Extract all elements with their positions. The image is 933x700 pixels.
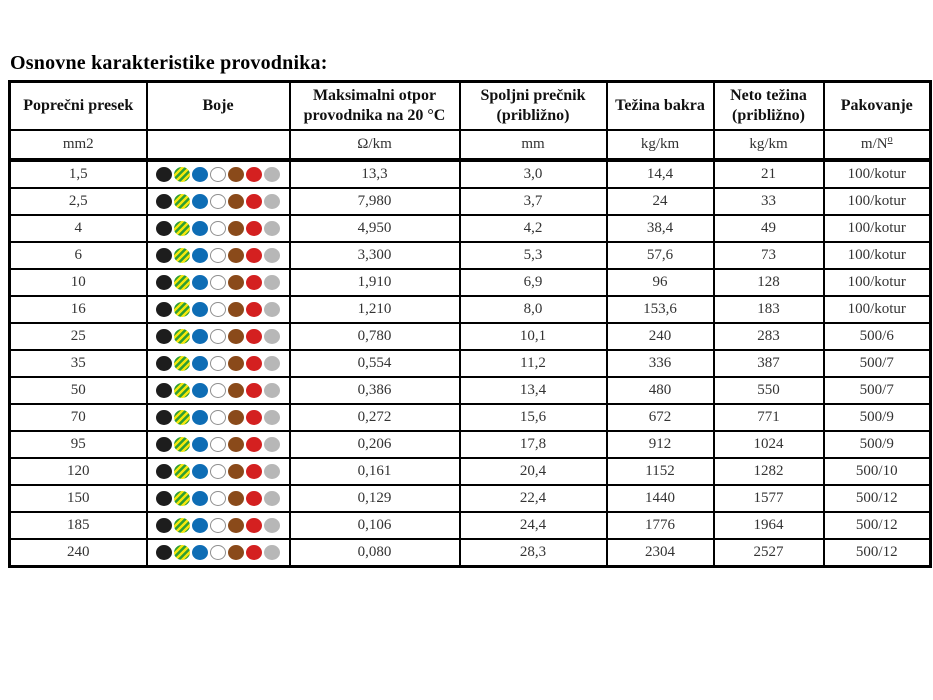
cell-maksimalni-otpor: 0,554 (290, 350, 460, 377)
color-dot-red (246, 545, 262, 560)
cell-maksimalni-otpor: 0,080 (290, 539, 460, 567)
cell-poprecni-presek: 10 (10, 269, 147, 296)
color-dot-gray (264, 545, 280, 560)
cell-tezina-bakra: 57,6 (607, 242, 714, 269)
cell-spoljni-precnik: 5,3 (460, 242, 607, 269)
color-dot-black (156, 329, 172, 344)
color-dot-white (210, 491, 226, 506)
color-dot-blue (192, 410, 208, 425)
color-dot-black (156, 356, 172, 371)
cell-maksimalni-otpor: 0,386 (290, 377, 460, 404)
page-title: Osnovne karakteristike provodnika: (10, 52, 328, 74)
color-dot-red (246, 383, 262, 398)
color-dot-red (246, 437, 262, 452)
cell-poprecni-presek: 4 (10, 215, 147, 242)
unit-poprecni-presek: mm2 (10, 130, 147, 160)
color-dot-white (210, 194, 226, 209)
table-row (10, 188, 931, 215)
cell-neto-tezina: 550 (714, 377, 824, 404)
cell-maksimalni-otpor: 4,950 (290, 215, 460, 242)
color-dot-red (246, 275, 262, 290)
table-row (10, 269, 931, 296)
cell-neto-tezina: 771 (714, 404, 824, 431)
color-dots (150, 167, 287, 182)
table-row (10, 404, 931, 431)
color-dot-red (246, 464, 262, 479)
color-dot-white (210, 518, 226, 533)
cell-maksimalni-otpor: 3,300 (290, 242, 460, 269)
color-dot-yellow-green (174, 545, 190, 560)
color-dot-brown (228, 518, 244, 533)
color-dot-white (210, 167, 226, 182)
color-dot-blue (192, 248, 208, 263)
cell-poprecni-presek: 150 (10, 485, 147, 512)
cell-maksimalni-otpor: 0,106 (290, 512, 460, 539)
cell-poprecni-presek: 50 (10, 377, 147, 404)
cell-maksimalni-otpor: 0,161 (290, 458, 460, 485)
cell-neto-tezina: 183 (714, 296, 824, 323)
cell-spoljni-precnik: 11,2 (460, 350, 607, 377)
cell-boje (147, 377, 290, 404)
table-row (10, 160, 931, 188)
color-dot-white (210, 221, 226, 236)
color-dots (150, 248, 287, 263)
color-dot-blue (192, 437, 208, 452)
color-dot-brown (228, 248, 244, 263)
color-dot-blue (192, 302, 208, 317)
color-dot-black (156, 275, 172, 290)
color-dot-gray (264, 275, 280, 290)
color-dot-white (210, 356, 226, 371)
cell-boje (147, 160, 290, 188)
color-dot-blue (192, 383, 208, 398)
color-dots (150, 275, 287, 290)
color-dot-black (156, 437, 172, 452)
column-header-poprecni-presek: Poprečni presek (10, 82, 147, 131)
cell-boje (147, 404, 290, 431)
color-dot-brown (228, 491, 244, 506)
color-dot-yellow-green (174, 248, 190, 263)
color-dot-black (156, 221, 172, 236)
unit-pakovanje-base: m/N (860, 136, 888, 152)
color-dot-red (246, 356, 262, 371)
color-dot-yellow-green (174, 518, 190, 533)
color-dot-brown (228, 302, 244, 317)
cell-neto-tezina: 1964 (714, 512, 824, 539)
column-header-boje: Boje (147, 82, 290, 131)
color-dot-black (156, 491, 172, 506)
color-dot-yellow-green (174, 356, 190, 371)
table-row (10, 296, 931, 323)
cell-neto-tezina: 33 (714, 188, 824, 215)
cell-boje (147, 485, 290, 512)
unit-spoljni-precnik: mm (460, 130, 607, 160)
table-row (10, 350, 931, 377)
color-dot-brown (228, 410, 244, 425)
cell-spoljni-precnik: 10,1 (460, 323, 607, 350)
color-dot-blue (192, 464, 208, 479)
color-dot-blue (192, 545, 208, 560)
cell-pakovanje: 100/kotur (824, 296, 931, 323)
color-dot-gray (264, 194, 280, 209)
color-dot-black (156, 410, 172, 425)
color-dot-brown (228, 437, 244, 452)
cell-spoljni-precnik: 20,4 (460, 458, 607, 485)
cell-maksimalni-otpor: 0,206 (290, 431, 460, 458)
color-dot-yellow-green (174, 275, 190, 290)
color-dot-brown (228, 383, 244, 398)
cell-spoljni-precnik: 15,6 (460, 404, 607, 431)
cell-spoljni-precnik: 3,7 (460, 188, 607, 215)
color-dot-yellow-green (174, 221, 190, 236)
cell-pakovanje: 500/7 (824, 350, 931, 377)
cell-spoljni-precnik: 13,4 (460, 377, 607, 404)
color-dot-yellow-green (174, 491, 190, 506)
color-dots (150, 410, 287, 425)
color-dot-black (156, 167, 172, 182)
cell-poprecni-presek: 240 (10, 539, 147, 567)
cell-tezina-bakra: 14,4 (607, 160, 714, 188)
table-row (10, 431, 931, 458)
color-dot-yellow-green (174, 410, 190, 425)
color-dots (150, 545, 287, 560)
cell-poprecni-presek: 95 (10, 431, 147, 458)
color-dot-blue (192, 167, 208, 182)
color-dots (150, 221, 287, 236)
color-dot-black (156, 302, 172, 317)
cell-pakovanje: 500/6 (824, 323, 931, 350)
color-dot-gray (264, 248, 280, 263)
cell-spoljni-precnik: 22,4 (460, 485, 607, 512)
cell-neto-tezina: 1282 (714, 458, 824, 485)
color-dot-gray (264, 464, 280, 479)
cell-tezina-bakra: 38,4 (607, 215, 714, 242)
color-dot-brown (228, 221, 244, 236)
cell-boje (147, 215, 290, 242)
color-dots (150, 491, 287, 506)
color-dot-white (210, 437, 226, 452)
cell-spoljni-precnik: 8,0 (460, 296, 607, 323)
color-dot-brown (228, 464, 244, 479)
cell-neto-tezina: 128 (714, 269, 824, 296)
unit-maksimalni-otpor: Ω/km (290, 130, 460, 160)
color-dot-gray (264, 167, 280, 182)
color-dots (150, 194, 287, 209)
color-dot-brown (228, 545, 244, 560)
cell-tezina-bakra: 2304 (607, 539, 714, 567)
cell-pakovanje: 100/kotur (824, 242, 931, 269)
cell-neto-tezina: 73 (714, 242, 824, 269)
cell-neto-tezina: 1577 (714, 485, 824, 512)
color-dots (150, 356, 287, 371)
color-dot-yellow-green (174, 194, 190, 209)
color-dot-red (246, 221, 262, 236)
cell-neto-tezina: 49 (714, 215, 824, 242)
color-dot-red (246, 248, 262, 263)
cell-spoljni-precnik: 24,4 (460, 512, 607, 539)
color-dot-gray (264, 302, 280, 317)
color-dot-yellow-green (174, 167, 190, 182)
table-body (10, 160, 931, 567)
color-dot-white (210, 302, 226, 317)
cell-pakovanje: 100/kotur (824, 160, 931, 188)
color-dot-blue (192, 356, 208, 371)
unit-tezina-bakra: kg/km (607, 130, 714, 160)
color-dot-blue (192, 329, 208, 344)
cell-maksimalni-otpor: 0,129 (290, 485, 460, 512)
cell-boje (147, 269, 290, 296)
cell-spoljni-precnik: 6,9 (460, 269, 607, 296)
cell-poprecni-presek: 1,5 (10, 160, 147, 188)
color-dot-black (156, 464, 172, 479)
cell-tezina-bakra: 240 (607, 323, 714, 350)
cell-pakovanje: 500/9 (824, 404, 931, 431)
cell-pakovanje: 500/12 (824, 485, 931, 512)
cell-maksimalni-otpor: 1,910 (290, 269, 460, 296)
color-dot-red (246, 167, 262, 182)
cell-poprecni-presek: 25 (10, 323, 147, 350)
cell-tezina-bakra: 96 (607, 269, 714, 296)
cell-spoljni-precnik: 4,2 (460, 215, 607, 242)
color-dot-blue (192, 518, 208, 533)
cell-tezina-bakra: 912 (607, 431, 714, 458)
color-dots (150, 437, 287, 452)
color-dot-yellow-green (174, 302, 190, 317)
color-dot-red (246, 518, 262, 533)
color-dot-gray (264, 329, 280, 344)
cell-neto-tezina: 21 (714, 160, 824, 188)
color-dot-black (156, 194, 172, 209)
color-dot-yellow-green (174, 383, 190, 398)
unit-pakovanje (824, 130, 931, 160)
color-dots (150, 302, 287, 317)
color-dot-brown (228, 329, 244, 344)
table-row (10, 485, 931, 512)
table-row (10, 323, 931, 350)
color-dot-white (210, 275, 226, 290)
color-dot-red (246, 194, 262, 209)
color-dot-white (210, 545, 226, 560)
table-row (10, 458, 931, 485)
color-dot-blue (192, 275, 208, 290)
table-row (10, 242, 931, 269)
cell-neto-tezina: 2527 (714, 539, 824, 567)
color-dot-red (246, 329, 262, 344)
cell-boje (147, 539, 290, 567)
cell-poprecni-presek: 2,5 (10, 188, 147, 215)
color-dot-white (210, 410, 226, 425)
color-dot-white (210, 383, 226, 398)
color-dot-brown (228, 167, 244, 182)
cell-maksimalni-otpor: 13,3 (290, 160, 460, 188)
cell-tezina-bakra: 24 (607, 188, 714, 215)
color-dot-gray (264, 410, 280, 425)
color-dots (150, 464, 287, 479)
cell-poprecni-presek: 16 (10, 296, 147, 323)
unit-pakovanje-sup: o (887, 134, 893, 145)
table-row (10, 539, 931, 567)
color-dot-blue (192, 194, 208, 209)
cell-maksimalni-otpor: 1,210 (290, 296, 460, 323)
color-dot-white (210, 329, 226, 344)
color-dot-gray (264, 518, 280, 533)
color-dot-blue (192, 491, 208, 506)
table-row (10, 377, 931, 404)
color-dot-red (246, 491, 262, 506)
cell-neto-tezina: 1024 (714, 431, 824, 458)
color-dot-gray (264, 383, 280, 398)
cell-boje (147, 350, 290, 377)
unit-boje (147, 130, 290, 160)
color-dot-yellow-green (174, 329, 190, 344)
cell-tezina-bakra: 336 (607, 350, 714, 377)
cell-spoljni-precnik: 28,3 (460, 539, 607, 567)
color-dot-gray (264, 491, 280, 506)
color-dot-brown (228, 275, 244, 290)
column-header-maksimalni-otpor: Maksimalni otpor provodnika na 20 °C (290, 82, 460, 131)
color-dots (150, 383, 287, 398)
cell-tezina-bakra: 153,6 (607, 296, 714, 323)
cell-poprecni-presek: 185 (10, 512, 147, 539)
column-header-spoljni-precnik: Spoljni prečnik (približno) (460, 82, 607, 131)
cell-pakovanje: 500/10 (824, 458, 931, 485)
cell-pakovanje: 500/12 (824, 512, 931, 539)
color-dot-white (210, 248, 226, 263)
cell-spoljni-precnik: 17,8 (460, 431, 607, 458)
conductor-spec-table (8, 80, 932, 568)
color-dot-black (156, 518, 172, 533)
cell-poprecni-presek: 120 (10, 458, 147, 485)
table-row (10, 215, 931, 242)
color-dot-red (246, 410, 262, 425)
color-dot-black (156, 545, 172, 560)
color-dot-yellow-green (174, 464, 190, 479)
color-dot-blue (192, 221, 208, 236)
color-dot-brown (228, 356, 244, 371)
color-dots (150, 329, 287, 344)
cell-maksimalni-otpor: 7,980 (290, 188, 460, 215)
cell-pakovanje: 500/12 (824, 539, 931, 567)
cell-tezina-bakra: 1776 (607, 512, 714, 539)
cell-pakovanje: 500/7 (824, 377, 931, 404)
cell-pakovanje: 500/9 (824, 431, 931, 458)
cell-boje (147, 188, 290, 215)
column-header-pakovanje: Pakovanje (824, 82, 931, 131)
color-dots (150, 518, 287, 533)
header-row (10, 82, 931, 131)
cell-maksimalni-otpor: 0,780 (290, 323, 460, 350)
color-dot-yellow-green (174, 437, 190, 452)
cell-tezina-bakra: 480 (607, 377, 714, 404)
column-header-neto-tezina: Neto težina (približno) (714, 82, 824, 131)
color-dot-red (246, 302, 262, 317)
cell-tezina-bakra: 1152 (607, 458, 714, 485)
color-dot-gray (264, 437, 280, 452)
cell-boje (147, 458, 290, 485)
cell-spoljni-precnik: 3,0 (460, 160, 607, 188)
cell-boje (147, 323, 290, 350)
cell-pakovanje: 100/kotur (824, 215, 931, 242)
color-dot-black (156, 383, 172, 398)
cell-tezina-bakra: 1440 (607, 485, 714, 512)
cell-pakovanje: 100/kotur (824, 269, 931, 296)
color-dot-gray (264, 221, 280, 236)
color-dot-brown (228, 194, 244, 209)
cell-boje (147, 431, 290, 458)
cell-boje (147, 512, 290, 539)
color-dot-black (156, 248, 172, 263)
cell-maksimalni-otpor: 0,272 (290, 404, 460, 431)
cell-poprecni-presek: 35 (10, 350, 147, 377)
cell-poprecni-presek: 70 (10, 404, 147, 431)
color-dot-white (210, 464, 226, 479)
cell-boje (147, 242, 290, 269)
units-row (10, 130, 931, 160)
column-header-tezina-bakra: Težina bakra (607, 82, 714, 131)
cell-tezina-bakra: 672 (607, 404, 714, 431)
cell-neto-tezina: 283 (714, 323, 824, 350)
cell-neto-tezina: 387 (714, 350, 824, 377)
cell-pakovanje: 100/kotur (824, 188, 931, 215)
cell-poprecni-presek: 6 (10, 242, 147, 269)
color-dot-gray (264, 356, 280, 371)
table-row (10, 512, 931, 539)
cell-boje (147, 296, 290, 323)
unit-neto-tezina: kg/km (714, 130, 824, 160)
